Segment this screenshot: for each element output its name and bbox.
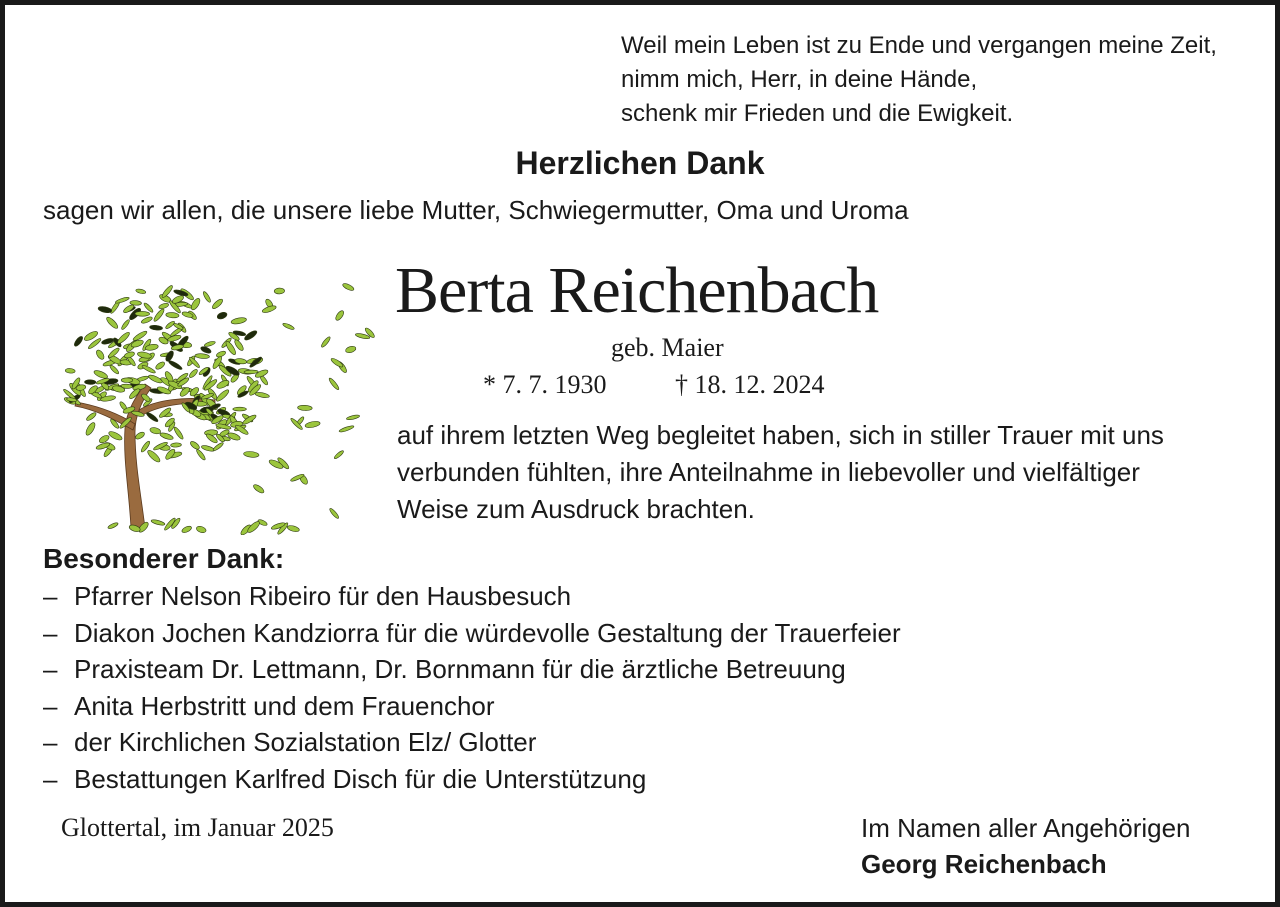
list-item-text: Diakon Jochen Kandziorra für die würdevolle Gestaltung der Trauerfeier: [74, 617, 901, 648]
leaf-shape: [151, 519, 166, 527]
leaf-shape: [115, 296, 130, 304]
list-item-text: Bestattungen Karlfred Disch für die Unterstützung: [74, 763, 647, 794]
leaf-shape: [188, 368, 199, 379]
leaf-shape: [274, 288, 285, 294]
leaf-shape: [189, 440, 201, 451]
gratitude-line: verbunden fühlten, ihre Anteilnahme in liebevoller und vielfältiger: [397, 457, 1140, 487]
dash-bullet: –: [43, 690, 58, 721]
dash-bullet: –: [43, 763, 58, 794]
leaf-shape: [255, 391, 270, 398]
leaf-shape: [108, 430, 124, 442]
list-item: [43, 578, 901, 615]
list-item: [43, 724, 901, 761]
list-item-text: Praxisteam Dr. Lettmann, Dr. Bornmann für die ärztliche Betreuung: [74, 654, 846, 685]
leaf-shape: [134, 431, 145, 441]
leaf-shape: [95, 349, 106, 361]
leaf-shape: [73, 335, 84, 347]
leaf-shape: [153, 308, 166, 323]
list-item: [43, 615, 901, 652]
leaf-shape: [195, 353, 210, 359]
deceased-name: Berta Reichenbach: [395, 254, 879, 327]
leaf-shape: [121, 378, 133, 383]
signer-name: Georg Reichenbach: [861, 849, 1107, 879]
special-thanks-list: [43, 578, 901, 798]
gratitude-line: auf ihrem letzten Weg begleitet haben, sich in stiller Trauer mit uns: [397, 420, 1164, 450]
leaf-shape: [120, 319, 130, 331]
death-date: † 18. 12. 2024: [675, 370, 825, 399]
tree-leaves: [62, 282, 375, 535]
birth-date: * 7. 7. 1930: [483, 370, 607, 399]
leaf-shape: [346, 414, 360, 421]
thanks-heading: Herzlichen Dank: [515, 145, 765, 181]
leaf-shape: [339, 425, 355, 433]
leaf-shape: [305, 420, 321, 428]
list-item: [43, 651, 901, 688]
leaf-shape: [116, 331, 131, 345]
list-item: [43, 688, 901, 725]
leaf-shape: [135, 311, 150, 316]
leaf-shape: [334, 309, 345, 321]
leaf-shape: [141, 316, 154, 325]
leaf-shape: [204, 340, 216, 347]
windblown-tree-icon: [35, 260, 375, 535]
list-item-text: Pfarrer Nelson Ribeiro für den Hausbesuch: [74, 581, 572, 611]
leaf-shape: [329, 507, 340, 519]
leaf-shape: [345, 345, 357, 353]
leaf-shape: [328, 377, 340, 391]
leaf-shape: [107, 522, 119, 530]
leaf-shape: [85, 411, 97, 421]
list-item-text: Anita Herbstritt und dem Frauenchor: [74, 690, 495, 721]
leaf-shape: [149, 325, 162, 331]
leaf-shape: [65, 368, 75, 373]
leaf-shape: [216, 311, 228, 320]
dash-bullet: –: [43, 727, 58, 758]
leaf-shape: [166, 312, 180, 318]
maiden-name: geb. Maier: [611, 333, 724, 362]
place-date: Glottertal, im Januar 2025: [61, 813, 334, 842]
leaf-shape: [202, 291, 212, 304]
leaf-shape: [148, 374, 164, 385]
leaf-shape: [155, 361, 166, 371]
leaf-shape: [149, 427, 161, 435]
leaf-shape: [98, 305, 113, 313]
leaf-shape: [231, 317, 247, 325]
dash-bullet: –: [43, 654, 58, 685]
leaf-shape: [158, 302, 169, 309]
leaf-shape: [195, 448, 206, 461]
leaf-shape: [297, 405, 312, 411]
leaf-shape: [84, 421, 96, 436]
gratitude-line: Weise zum Ausdruck brachten.: [397, 494, 755, 524]
leaf-shape: [252, 483, 265, 494]
list-item-text: der Kirchlichen Sozialstation Elz/ Glotter: [74, 727, 537, 758]
list-item: [43, 761, 901, 798]
signoff-text: Im Namen aller Angehörigen: [861, 813, 1191, 843]
leaf-shape: [201, 444, 215, 452]
leaf-shape: [141, 364, 156, 374]
poem: [621, 29, 1217, 131]
leaf-shape: [320, 336, 331, 348]
leaf-shape: [159, 432, 174, 441]
poem-line: nimm mich, Herr, in deine Hände,: [621, 66, 978, 93]
leaf-shape: [196, 525, 207, 534]
leaf-shape: [170, 443, 181, 448]
leaf-shape: [181, 525, 193, 534]
leaf-shape: [287, 524, 300, 532]
leaf-shape: [215, 388, 230, 403]
leaf-shape: [145, 411, 159, 423]
leaf-shape: [333, 450, 344, 460]
leaf-shape: [105, 316, 119, 330]
poem-line: schenk mir Frieden und die Ewigkeit.: [621, 100, 1014, 127]
leaf-shape: [282, 322, 295, 331]
intro-text: sagen wir allen, die unsere liebe Mutter, Schwiegermutter, Oma und Uroma: [43, 195, 909, 225]
dash-bullet: –: [43, 581, 58, 611]
leaf-shape: [243, 451, 259, 458]
leaf-shape: [168, 359, 184, 371]
poem-line: Weil mein Leben ist zu Ende und vergangen meine Zeit,: [621, 32, 1217, 59]
leaf-shape: [146, 449, 162, 464]
leaf-shape: [233, 407, 247, 411]
leaf-shape: [124, 351, 136, 359]
dash-bullet: –: [43, 617, 58, 648]
leaf-shape: [342, 282, 355, 292]
leaf-shape: [135, 288, 146, 294]
leaf-shape: [211, 298, 224, 311]
leaf-shape: [84, 380, 95, 385]
leaf-shape: [244, 370, 258, 374]
leaf-shape: [137, 351, 152, 359]
special-thanks-heading: Besonderer Dank:: [43, 543, 285, 574]
leaf-shape: [173, 426, 185, 440]
gratitude-text: [397, 417, 1164, 528]
leaf-shape: [212, 442, 224, 452]
